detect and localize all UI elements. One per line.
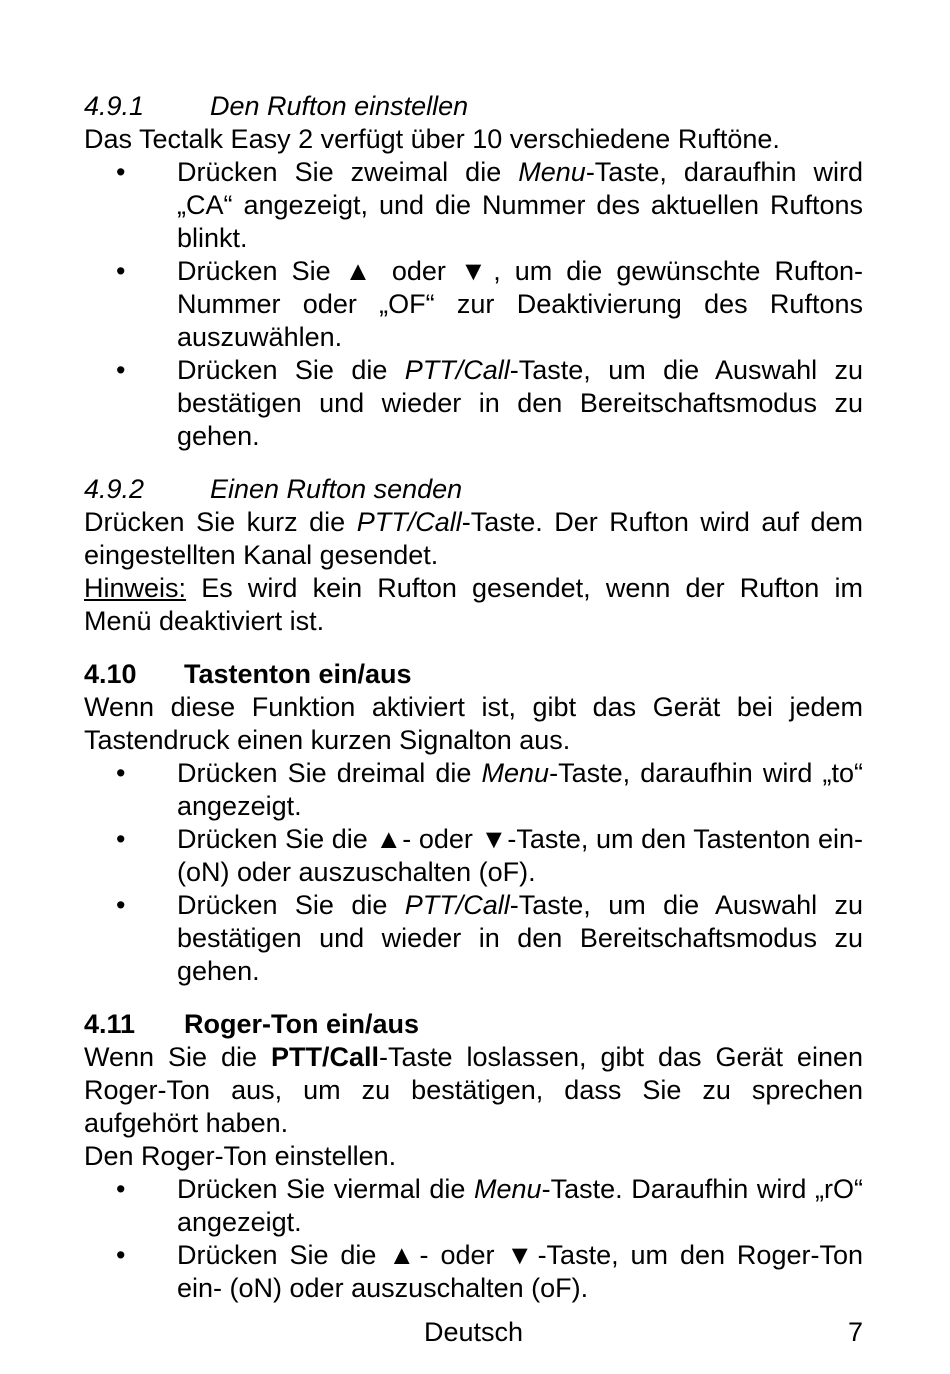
section-heading-4-10 bbox=[84, 658, 863, 691]
section-title: Roger-Ton ein/aus bbox=[184, 1009, 420, 1039]
manual-page bbox=[84, 90, 863, 1305]
bullet-icon: • bbox=[116, 758, 126, 788]
page-number: 7 bbox=[848, 1317, 864, 1347]
page-footer bbox=[0, 1316, 950, 1350]
list-item: • Drücken Sie die PTT/Call-Taste, um die Auswahl zu bestätigen und wieder in den Bereitschaftsmodus zu gehen. bbox=[116, 355, 863, 451]
bullet-icon: • bbox=[116, 1240, 126, 1270]
paragraph: Den Roger-Ton einstellen. bbox=[84, 1141, 397, 1171]
section-title: Einen Rufton senden bbox=[210, 474, 463, 504]
section-heading-4-11 bbox=[84, 1008, 863, 1041]
list-item: • Drücken Sie ▲ oder ▼, um die gewünschte Rufton-Nummer oder „OF“ zur Deaktivierung des Ruftons auszuwählen. bbox=[116, 256, 863, 352]
bullet-list bbox=[84, 156, 863, 453]
bullet-icon: • bbox=[116, 157, 126, 187]
list-item: • Drücken Sie die ▲- oder ▼-Taste, um den Roger-Ton ein- (oN) oder auszuschalten (oF). bbox=[116, 1240, 863, 1303]
section-number: 4.11 bbox=[84, 1009, 136, 1039]
section-number: 4.9.2 bbox=[84, 474, 145, 504]
bullet-icon: • bbox=[116, 1174, 126, 1204]
bullet-list bbox=[84, 1173, 863, 1305]
list-item: • Drücken Sie die ▲- oder ▼-Taste, um den Tastenton ein- (oN) oder auszuschalten (oF). bbox=[116, 824, 863, 887]
paragraph: Wenn Sie die PTT/Call-Taste loslassen, gibt das Gerät einen Roger-Ton aus, um zu bestätigen, dass Sie zu sprechen aufgehört haben. bbox=[84, 1042, 863, 1138]
section-number: 4.9.1 bbox=[84, 91, 145, 121]
paragraph: Wenn diese Funktion aktiviert ist, gibt das Gerät bei jedem Tastendruck einen kurzen Signalton aus. bbox=[84, 692, 863, 755]
paragraph: Drücken Sie kurz die PTT/Call-Taste. Der Rufton wird auf dem eingestellten Kanal gesendet. bbox=[84, 507, 863, 570]
list-item: • Drücken Sie zweimal die Menu-Taste, daraufhin wird „CA“ angezeigt, und die Nummer des aktuellen Ruftons blinkt. bbox=[116, 157, 864, 253]
section-title: Tastenton ein/aus bbox=[184, 659, 412, 689]
section-heading-4-9-1 bbox=[84, 90, 863, 123]
bullet-list bbox=[84, 757, 863, 988]
note-paragraph: Hinweis: Es wird kein Rufton gesendet, wenn der Rufton im Menü deaktiviert ist. bbox=[84, 573, 863, 636]
section-number: 4.10 bbox=[84, 659, 137, 689]
bullet-icon: • bbox=[116, 824, 126, 854]
note-label: Hinweis: bbox=[84, 573, 187, 603]
section-heading-4-9-2 bbox=[84, 473, 863, 506]
bullet-icon: • bbox=[116, 355, 126, 385]
paragraph: Das Tectalk Easy 2 verfügt über 10 verschiedene Ruftöne. bbox=[84, 124, 780, 154]
list-item: • Drücken Sie die PTT/Call-Taste, um die Auswahl zu bestätigen und wieder in den Bereitschaftsmodus zu gehen. bbox=[116, 890, 863, 986]
bullet-icon: • bbox=[116, 256, 126, 286]
bullet-icon: • bbox=[116, 890, 126, 920]
list-item: • Drücken Sie viermal die Menu-Taste. Daraufhin wird „rO“ angezeigt. bbox=[116, 1174, 863, 1237]
list-item: • Drücken Sie dreimal die Menu-Taste, daraufhin wird „to“ angezeigt. bbox=[116, 758, 863, 821]
section-title: Den Rufton einstellen bbox=[210, 91, 469, 121]
footer-language: Deutsch bbox=[424, 1317, 524, 1347]
